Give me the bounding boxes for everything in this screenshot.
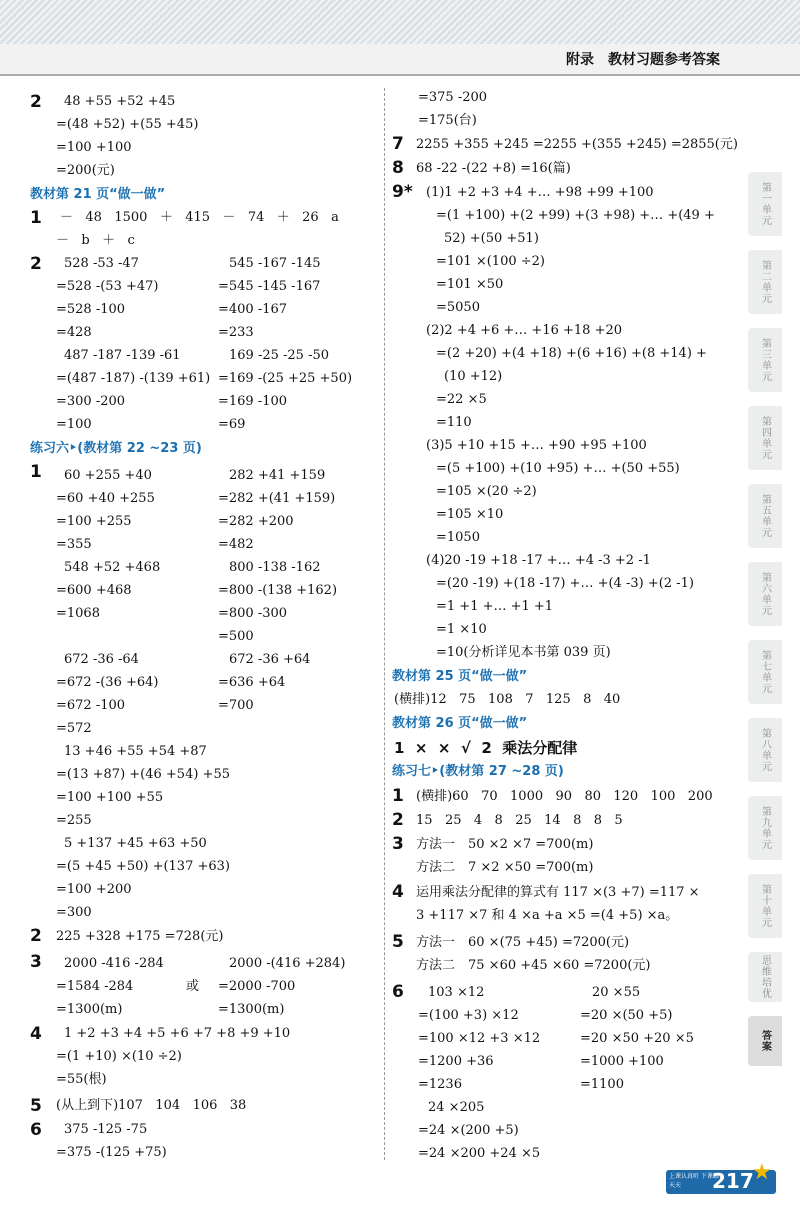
answer-line: =(1 +10) ×(10 ÷2) [56, 1049, 182, 1064]
sidebar-tab-thinking[interactable] [748, 952, 782, 1002]
answer-line: (横排)60 70 1000 90 80 120 100 200 [416, 789, 713, 804]
sidebar-tab-unit-8[interactable] [748, 718, 782, 782]
answer-line: =(48 +52) +(55 +45) [56, 117, 199, 132]
answer-line: 2000 -416 -284 [64, 956, 164, 971]
answer-line: =636 +64 [218, 675, 286, 690]
page-title: 附录 教材习题参考答案 [566, 52, 720, 68]
answer-line: 1 +2 +3 +4 +5 +6 +7 +8 +9 +10 [64, 1026, 291, 1041]
question-number: 1 [30, 208, 42, 228]
answer-line: =55(根) [56, 1072, 107, 1087]
sidebar-tab-label: 第二单元 [759, 260, 771, 304]
section-heading: 练习六‣(教材第 22 ~23 页) [30, 441, 202, 456]
answer-line: =255 [56, 813, 92, 828]
answer-line: 487 -187 -139 -61 [64, 348, 181, 363]
question-number: 9* [392, 182, 413, 202]
answer-line: =20 ×(50 +5) [580, 1008, 673, 1023]
answer-line: =10(分析详见本书第 039 页) [436, 645, 611, 660]
sidebar-tab-label: 第八单元 [759, 728, 771, 772]
question-number: 5 [392, 932, 404, 952]
sidebar-tab-label: 第一单元 [759, 182, 771, 226]
answer-line: 运用乘法分配律的算式有 117 ×(3 +7) =117 × [416, 885, 700, 900]
answer-line: =100 [56, 417, 92, 432]
question-number: 1 [392, 786, 404, 806]
answer-line: =800 -(138 +162) [218, 583, 338, 598]
sidebar-tab-answers[interactable] [748, 1016, 782, 1066]
answer-line: =105 ×(20 ÷2) [436, 484, 537, 499]
sidebar-tab-label: 第七单元 [759, 650, 771, 694]
question-number: 1 [30, 462, 42, 482]
sidebar-tab-label: 答案 [759, 1030, 771, 1052]
answer-line: =(487 -187) -(139 +61) [56, 371, 211, 386]
sidebar-tab-unit-7[interactable] [748, 640, 782, 704]
sidebar-tab-unit-6[interactable] [748, 562, 782, 626]
answer-line: (1)1 +2 +3 +4 +… +98 +99 +100 [426, 185, 654, 200]
answer-line: =428 [56, 325, 92, 340]
sidebar-tab-unit-10[interactable] [748, 874, 782, 938]
answer-line: 672 -36 -64 [64, 652, 139, 667]
sidebar-tab-label: 第十单元 [759, 884, 771, 928]
answer-line: =(5 +100) +(10 +95) +… +(50 +55) [436, 461, 680, 476]
footer-slogan: 上课认真听 下课练天天 [669, 1173, 719, 1189]
answer-line: =2000 -700 [218, 979, 296, 994]
answer-line: 15 25 4 8 25 14 8 8 5 [416, 813, 623, 828]
sidebar-tab-label: 第五单元 [759, 494, 771, 538]
answer-line: =(13 +87) +(46 +54) +55 [56, 767, 230, 782]
answer-line: 20 ×55 [592, 985, 641, 1000]
answer-line: =375 -(125 +75) [56, 1145, 167, 1160]
answer-line: =200(元) [56, 163, 115, 178]
answer-line: =700 [218, 698, 254, 713]
answer-line: =672 -100 [56, 698, 126, 713]
sidebar-tab-label: 第三单元 [759, 338, 771, 382]
question-number: 3 [30, 952, 42, 972]
answer-line: =300 -200 [56, 394, 126, 409]
column-divider [384, 88, 385, 1160]
sidebar-tab-unit-4[interactable] [748, 406, 782, 470]
top-decoration-band [0, 0, 800, 44]
answer-line: =355 [56, 537, 92, 552]
answer-line: =282 +(41 +159) [218, 491, 336, 506]
answer-line: 103 ×12 [428, 985, 485, 1000]
sidebar-tab-label: 第九单元 [759, 806, 771, 850]
question-number: 3 [392, 834, 404, 854]
answer-line: =100 +100 [56, 140, 132, 155]
question-number: 7 [392, 134, 404, 154]
answer-line: =1200 +36 [418, 1054, 494, 1069]
answer-line: =282 +200 [218, 514, 294, 529]
answer-line: 方法二 7 ×2 ×50 =700(m) [416, 860, 594, 875]
answer-line: =110 [436, 415, 472, 430]
answer-line: =5050 [436, 300, 480, 315]
answer-line: =1300(m) [218, 1002, 285, 1017]
sidebar-tab-unit-3[interactable] [748, 328, 782, 392]
answer-line: 13 +46 +55 +54 +87 [64, 744, 207, 759]
question-number: 2 [30, 926, 42, 946]
answer-line: =600 +468 [56, 583, 132, 598]
answer-line: 24 ×205 [428, 1100, 485, 1115]
answer-line: =100 ×12 +3 ×12 [418, 1031, 541, 1046]
answer-line: 3 +117 ×7 和 4 ×a +a ×5 =(4 +5) ×a。 [416, 908, 679, 923]
answer-line: =20 ×50 +20 ×5 [580, 1031, 694, 1046]
or-label: 或 [186, 979, 200, 994]
answer-line: =24 ×200 +24 ×5 [418, 1146, 541, 1161]
answer-line: =1 +1 +… +1 +1 [436, 599, 554, 614]
answer-line: 方法二 75 ×60 +45 ×60 =7200(元) [416, 958, 651, 973]
answer-line: =22 ×5 [436, 392, 487, 407]
question-number: 2 [30, 92, 42, 112]
answer-line: =100 +200 [56, 882, 132, 897]
answer-line: 60 +255 +40 [64, 468, 152, 483]
answer-line: =400 -167 [218, 302, 288, 317]
answer-line: 1 × × √ 2 乘法分配律 [394, 739, 578, 757]
answer-line: 528 -53 -47 [64, 256, 139, 271]
answer-line: 48 +55 +52 +45 [64, 94, 176, 109]
sidebar-tab-unit-9[interactable] [748, 796, 782, 860]
answer-line: 方法一 60 ×(75 +45) =7200(元) [416, 935, 630, 950]
answer-line: =69 [218, 417, 246, 432]
answer-line: =545 -145 -167 [218, 279, 321, 294]
answer-line: 548 +52 +468 [64, 560, 161, 575]
sidebar-tab-unit-1[interactable] [748, 172, 782, 236]
answer-line: =800 -300 [218, 606, 288, 621]
answer-line: =(5 +45 +50) +(137 +63) [56, 859, 230, 874]
answer-line: 2000 -(416 +284) [229, 956, 346, 971]
answer-line: 545 -167 -145 [229, 256, 321, 271]
answer-line: =101 ×(100 ÷2) [436, 254, 545, 269]
question-number: 4 [392, 882, 404, 902]
answer-line: 282 +41 +159 [229, 468, 326, 483]
answer-line: (3)5 +10 +15 +… +90 +95 +100 [426, 438, 647, 453]
star-icon: ★ [752, 1160, 772, 1185]
answer-line: =482 [218, 537, 254, 552]
answer-line: =528 -100 [56, 302, 126, 317]
answer-line: =24 ×(200 +5) [418, 1123, 519, 1138]
answer-line: (横排)12 75 108 7 125 8 40 [394, 692, 621, 707]
answer-line: =169 -100 [218, 394, 288, 409]
question-number: 6 [392, 982, 404, 1002]
answer-line: 375 -125 -75 [64, 1122, 148, 1137]
section-heading: 练习七‣(教材第 27 ~28 页) [392, 764, 564, 779]
answer-line: － 48 1500 ＋ 415 － 74 ＋ 26 a [60, 210, 339, 225]
answer-line: 52) +(50 +51) [444, 231, 539, 246]
answer-line: =100 +100 +55 [56, 790, 164, 805]
answer-line: =572 [56, 721, 92, 736]
answer-line: =169 -(25 +25 +50) [218, 371, 353, 386]
answer-line: (从上到下)107 104 106 38 [56, 1098, 247, 1113]
answer-line: =60 +40 +255 [56, 491, 155, 506]
answer-line: =1584 -284 [56, 979, 134, 994]
answer-line: (4)20 -19 +18 -17 +… +4 -3 +2 -1 [426, 553, 651, 568]
answer-line: =(20 -19) +(18 -17) +… +(4 -3) +(2 -1) [436, 576, 694, 591]
question-number: 8 [392, 158, 404, 178]
answer-line: =(2 +20) +(4 +18) +(6 +16) +(8 +14) + [436, 346, 707, 361]
answer-line: (10 +12) [444, 369, 503, 384]
question-number: 6 [30, 1120, 42, 1140]
question-number: 4 [30, 1024, 42, 1044]
answer-line: =1000 +100 [580, 1054, 664, 1069]
answer-line: =300 [56, 905, 92, 920]
question-number: 2 [392, 810, 404, 830]
answer-line: 2255 +355 +245 =2255 +(355 +245) =2855(元) [416, 137, 738, 152]
answer-line: 225 +328 +175 =728(元) [56, 929, 224, 944]
answer-line: =528 -(53 +47) [56, 279, 159, 294]
answer-line: =375 -200 [418, 90, 488, 105]
question-number: 5 [30, 1096, 42, 1116]
answer-line: =105 ×10 [436, 507, 504, 522]
answer-line: － b ＋ c [56, 233, 135, 248]
answer-line: 169 -25 -25 -50 [229, 348, 330, 363]
answer-line: =1300(m) [56, 1002, 123, 1017]
answer-line: 方法一 50 ×2 ×7 =700(m) [416, 837, 594, 852]
answer-line: =1050 [436, 530, 480, 545]
answer-line: =1236 [418, 1077, 462, 1092]
answer-line: =100 +255 [56, 514, 132, 529]
section-heading: 教材第 21 页“做一做” [30, 187, 166, 202]
answer-line: 800 -138 -162 [229, 560, 321, 575]
sidebar-tab-label: 思维培优 [759, 955, 771, 999]
answer-line: =101 ×50 [436, 277, 504, 292]
answer-line: =(100 +3) ×12 [418, 1008, 519, 1023]
page-number: 217 [712, 1169, 754, 1193]
answer-line: =672 -(36 +64) [56, 675, 159, 690]
answer-line: =1068 [56, 606, 100, 621]
sidebar-tab-label: 第六单元 [759, 572, 771, 616]
answer-line: =500 [218, 629, 254, 644]
question-number: 2 [30, 254, 42, 274]
section-heading: 教材第 25 页“做一做” [392, 669, 528, 684]
answer-line: =1 ×10 [436, 622, 487, 637]
answer-line: =1100 [580, 1077, 624, 1092]
answer-line: 672 -36 +64 [229, 652, 311, 667]
answer-line: 68 -22 -(22 +8) =16(篇) [416, 161, 571, 176]
section-heading: 教材第 26 页“做一做” [392, 716, 528, 731]
answer-line: =233 [218, 325, 254, 340]
sidebar-tab-unit-2[interactable] [748, 250, 782, 314]
answer-line: =175(台) [418, 113, 477, 128]
answer-line: =(1 +100) +(2 +99) +(3 +98) +… +(49 + [436, 208, 715, 223]
sidebar-tab-label: 第四单元 [759, 416, 771, 460]
answer-line: (2)2 +4 +6 +… +16 +18 +20 [426, 323, 623, 338]
sidebar-tab-unit-5[interactable] [748, 484, 782, 548]
answer-line: 5 +137 +45 +63 +50 [64, 836, 207, 851]
